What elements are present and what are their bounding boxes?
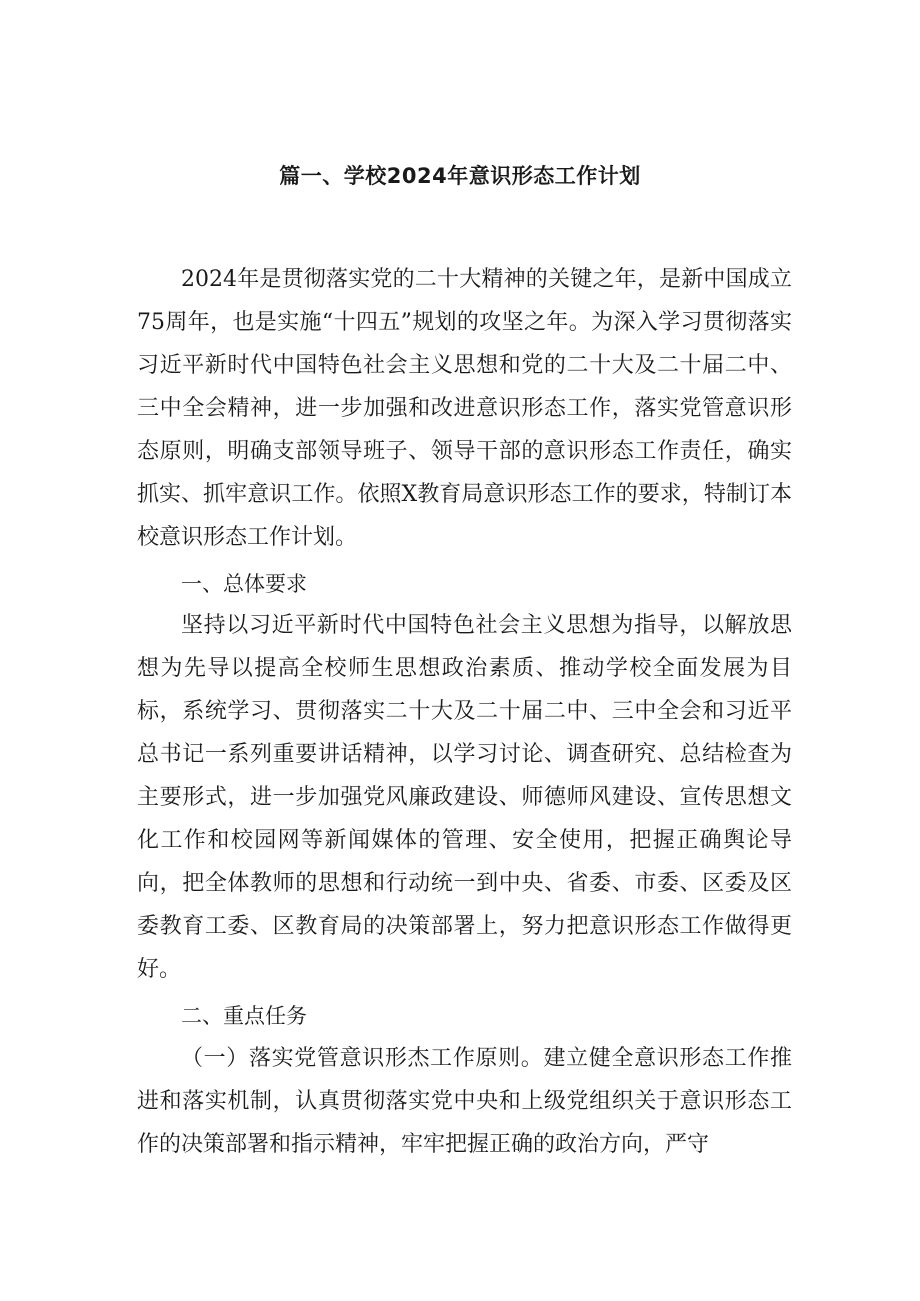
section-heading-key-tasks: 二、重点任务 xyxy=(181,1004,307,1028)
section-heading-general-requirements: 一、总体要求 xyxy=(181,572,307,596)
document-title: 篇一、学校2024年意识形态工作计划 xyxy=(279,164,641,188)
key-tasks-paragraph: （一）落实党管意识形杰工作原则。建立健全意识形态工作推进和落实机制，认真贯彻落实党中央和上级党组织关于意识形态工作的决策部署和指示精神，牢牢把握正确的政治方向，严守 xyxy=(137,1046,792,1157)
intro-paragraph: 2024年是贯彻落实党的二十大精神的关键之年，是新中国成立75周年，也是实施“十四五”规划的攻坚之年。为深入学习贯彻落实习近平新时代中国特色社会主义思想和党的二十大及二十届二中、三中全会精神，进一步加强和改进意识形态工作，落实党管意识形态原则，明确支部领导班子、领导干部的意识形态工作责任，确实抓实、抓牢意识工作。依照X教育局意识形态工作的要求，特制订本校意识形态工作计划。 xyxy=(137,267,792,550)
general-requirements-paragraph: 坚持以习近平新时代中国特色社会主义思想为指导，以解放思想为先导以提高全校师生思想政治素质、推动学校全面发展为目标，系统学习、贯彻落实二十大及二十届二中、三中全会和习近平总书记一系列重要讲话精神，以学习讨论、调查研究、总结检查为主要形式，进一步加强党风廉政建设、师德师风建设、宣传思想文化工作和校园网等新闻媒体的管理、安全使用，把握正确舆论导向，把全体教师的思想和行动统一到中央、省委、市委、区委及区委教育工委、区教育局的决策部署上，努力把意识形态工作做得更好。 xyxy=(137,613,792,982)
